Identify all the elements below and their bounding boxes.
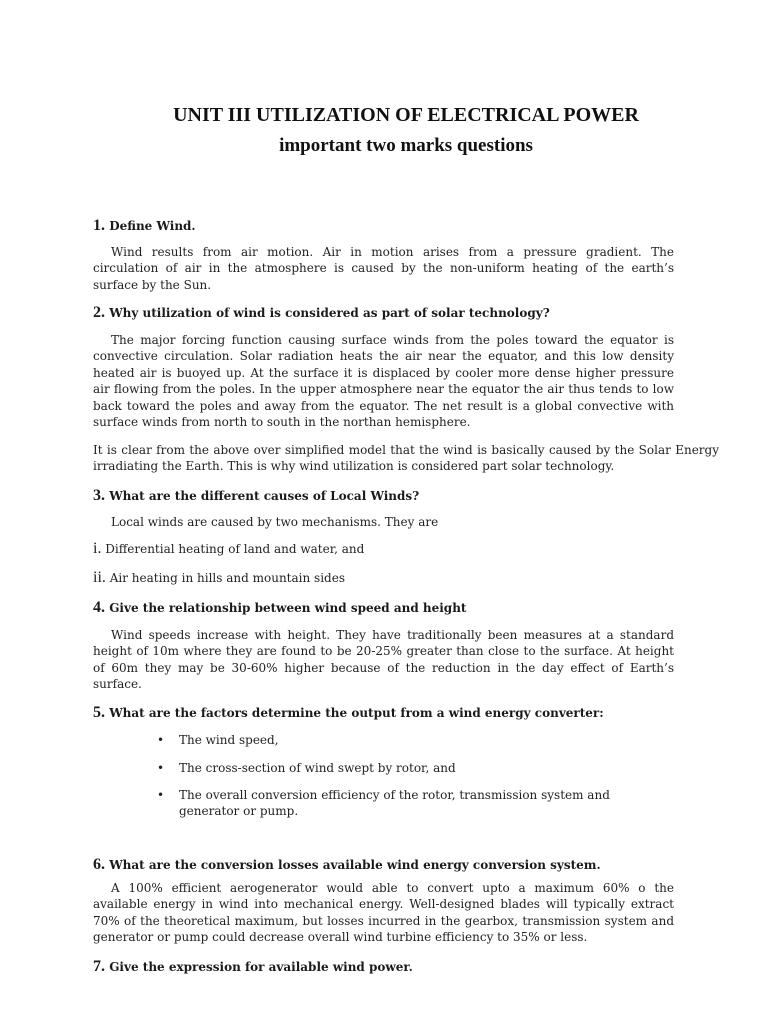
question-7 [93, 959, 708, 975]
answer-line: Wind speeds increase with height. They have traditionally been measures at a standard [111, 628, 674, 642]
bullet-icon: • [157, 788, 165, 802]
page-subtitle: important two marks questions [279, 135, 533, 156]
answer-line: surface winds from north to south in the northan hemisphere. [93, 414, 471, 429]
answer-2-extra [93, 442, 719, 475]
answer-line: A 100% efficient aerogenerator would able to convert upto a maximum 60% o the [111, 881, 674, 895]
question-text: Why utilization of wind is considered as part of solar technology? [109, 306, 550, 320]
question-number: 5. [93, 704, 105, 721]
bullet-icon: • [157, 733, 165, 747]
bullet-text: generator or pump. [179, 804, 299, 819]
list-item-text: Air heating in hills and mountain sides [109, 571, 345, 585]
answer-line: circulation of air in the atmosphere is caused by the non-uniform heating of the earth’s [93, 261, 674, 276]
answer-line: back toward the poles and away from the equator. The net result is a global convective with [93, 398, 674, 413]
question-text: What are the conversion losses available wind energy conversion system. [109, 858, 601, 872]
question-number: 4. [93, 599, 105, 616]
bullet-icon: • [157, 761, 165, 775]
list-item-text: Differential heating of land and water, and [105, 542, 365, 556]
bullet-text: The cross-section of wind swept by rotor, and [179, 761, 456, 775]
question-number: 2. [93, 304, 105, 321]
question-text: Define Wind. [109, 219, 196, 233]
bullet-text: The overall conversion efficiency of the rotor, transmission system and [179, 788, 610, 802]
question-text: Give the relationship between wind speed and height [109, 601, 467, 615]
answer-line: height of 10m where they are found to be 20-25% greater than close to the surface. At height [93, 644, 674, 659]
question-number: 1. [93, 217, 105, 234]
answer-line: surface by the Sun. [93, 277, 212, 292]
question-number: 7. [93, 958, 105, 975]
answer-line: The major forcing function causing surface winds from the poles toward the equator is [111, 333, 674, 347]
question-number: 3. [93, 487, 105, 504]
answer-line: irradiating the Earth. This is why wind utilization is considered part solar technology. [93, 459, 615, 474]
answer-line: air flowing from the poles. In the upper atmosphere near the equator the air thus tends to low [93, 382, 674, 397]
list-item-number: i. [93, 540, 102, 557]
answer-line: available energy in wind into mechanical energy. Well-designed blades will typically extract [93, 897, 674, 912]
list-item [93, 570, 345, 586]
list-item-number: ii. [93, 569, 106, 586]
question-4 [93, 600, 708, 616]
answer-6 [93, 880, 674, 946]
bullet-text: The wind speed, [179, 733, 279, 747]
answer-line: convective circulation. Solar radiation heats the air near the equator, and this low density [93, 349, 674, 364]
answer-1 [93, 244, 674, 293]
answer-3-intro: Local winds are caused by two mechanisms. They are [111, 515, 439, 529]
answer-line: of 60m they may be 30-60% higher because of the reduction in the day effect of Earth’s [93, 660, 674, 675]
question-number: 6. [93, 856, 105, 873]
answer-line: It is clear from the above over simplified model that the wind is basically caused by the Solar Energy [93, 443, 719, 457]
answer-4 [93, 627, 674, 693]
answer-line: heated air is buoyed up. At the surface it is displaced by cooler more dense higher pressure [93, 365, 674, 380]
question-3 [93, 488, 708, 504]
question-text: What are the factors determine the output from a wind energy converter: [109, 706, 604, 720]
answer-line: surface. [93, 677, 142, 692]
answer-line: Wind results from air motion. Air in motion arises from a pressure gradient. The [111, 245, 674, 259]
question-5 [93, 705, 708, 721]
page-title: UNIT III UTILIZATION OF ELECTRICAL POWER [173, 104, 639, 126]
answer-2 [93, 332, 674, 430]
question-text: What are the different causes of Local Winds? [109, 489, 420, 503]
question-2 [93, 305, 708, 321]
answer-line: 70% of the theoretical maximum, but losses incurred in the gearbox, transmission system and [93, 913, 674, 928]
question-6 [93, 857, 708, 873]
question-text: Give the expression for available wind power. [109, 960, 413, 974]
answer-line: generator or pump could decrease overall wind turbine efficiency to 35% or less. [93, 930, 588, 945]
question-1 [93, 218, 708, 234]
list-item [93, 541, 364, 557]
